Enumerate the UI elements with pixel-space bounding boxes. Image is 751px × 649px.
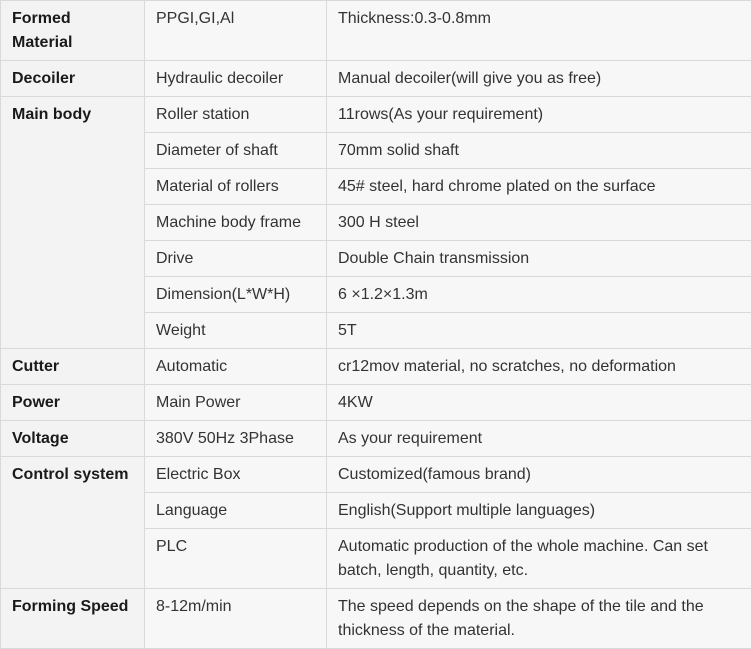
table-row: [1, 97, 751, 133]
category-cell: [1, 169, 145, 205]
value-cell: Automatic production of the whole machine. Can set batch, length, quantity, etc.: [327, 529, 751, 589]
item-cell: Electric Box: [145, 457, 327, 493]
value-cell: 4KW: [327, 385, 751, 421]
category-cell: [1, 205, 145, 241]
table-row: [1, 313, 751, 349]
item-cell: Automatic: [145, 349, 327, 385]
category-cell: [1, 241, 145, 277]
value-cell: 45# steel, hard chrome plated on the surface: [327, 169, 751, 205]
category-cell: Formed Material: [1, 1, 145, 61]
item-cell: PLC: [145, 529, 327, 589]
item-cell: Machine body frame: [145, 205, 327, 241]
value-cell: The speed depends on the shape of the tile and the thickness of the material.: [327, 589, 751, 649]
item-cell: Language: [145, 493, 327, 529]
category-cell: [1, 493, 145, 529]
value-cell: English(Support multiple languages): [327, 493, 751, 529]
item-cell: Material of rollers: [145, 169, 327, 205]
value-cell: 5T: [327, 313, 751, 349]
table-row: [1, 133, 751, 169]
value-cell: 11rows(As your requirement): [327, 97, 751, 133]
value-cell: 300 H steel: [327, 205, 751, 241]
value-cell: Manual decoiler(will give you as free): [327, 61, 751, 97]
item-cell: Roller station: [145, 97, 327, 133]
item-cell: Diameter of shaft: [145, 133, 327, 169]
item-cell: Hydraulic decoiler: [145, 61, 327, 97]
value-cell: 70mm solid shaft: [327, 133, 751, 169]
category-cell: Cutter: [1, 349, 145, 385]
category-cell: Control system: [1, 457, 145, 493]
table-row: [1, 241, 751, 277]
table-row: [1, 589, 751, 649]
category-cell: Power: [1, 385, 145, 421]
category-cell: Main body: [1, 97, 145, 133]
table-row: [1, 529, 751, 589]
item-cell: Main Power: [145, 385, 327, 421]
table-row: [1, 421, 751, 457]
table-row: [1, 1, 751, 61]
category-cell: [1, 313, 145, 349]
table-row: [1, 385, 751, 421]
category-cell: Forming Speed: [1, 589, 145, 649]
item-cell: 380V 50Hz 3Phase: [145, 421, 327, 457]
value-cell: Thickness:0.3-0.8mm: [327, 1, 751, 61]
table-row: [1, 169, 751, 205]
item-cell: Weight: [145, 313, 327, 349]
table-row: [1, 205, 751, 241]
table-row: [1, 457, 751, 493]
table-row: [1, 493, 751, 529]
item-cell: PPGI,GI,Al: [145, 1, 327, 61]
item-cell: 8-12m/min: [145, 589, 327, 649]
table-row: [1, 277, 751, 313]
table-row: [1, 349, 751, 385]
value-cell: As your requirement: [327, 421, 751, 457]
item-cell: Drive: [145, 241, 327, 277]
value-cell: Customized(famous brand): [327, 457, 751, 493]
category-cell: [1, 133, 145, 169]
item-cell: Dimension(L*W*H): [145, 277, 327, 313]
table-row: [1, 61, 751, 97]
value-cell: Double Chain transmission: [327, 241, 751, 277]
category-cell: [1, 529, 145, 589]
value-cell: cr12mov material, no scratches, no deformation: [327, 349, 751, 385]
category-cell: Decoiler: [1, 61, 145, 97]
category-cell: Voltage: [1, 421, 145, 457]
category-cell: [1, 277, 145, 313]
value-cell: 6 ×1.2×1.3m: [327, 277, 751, 313]
